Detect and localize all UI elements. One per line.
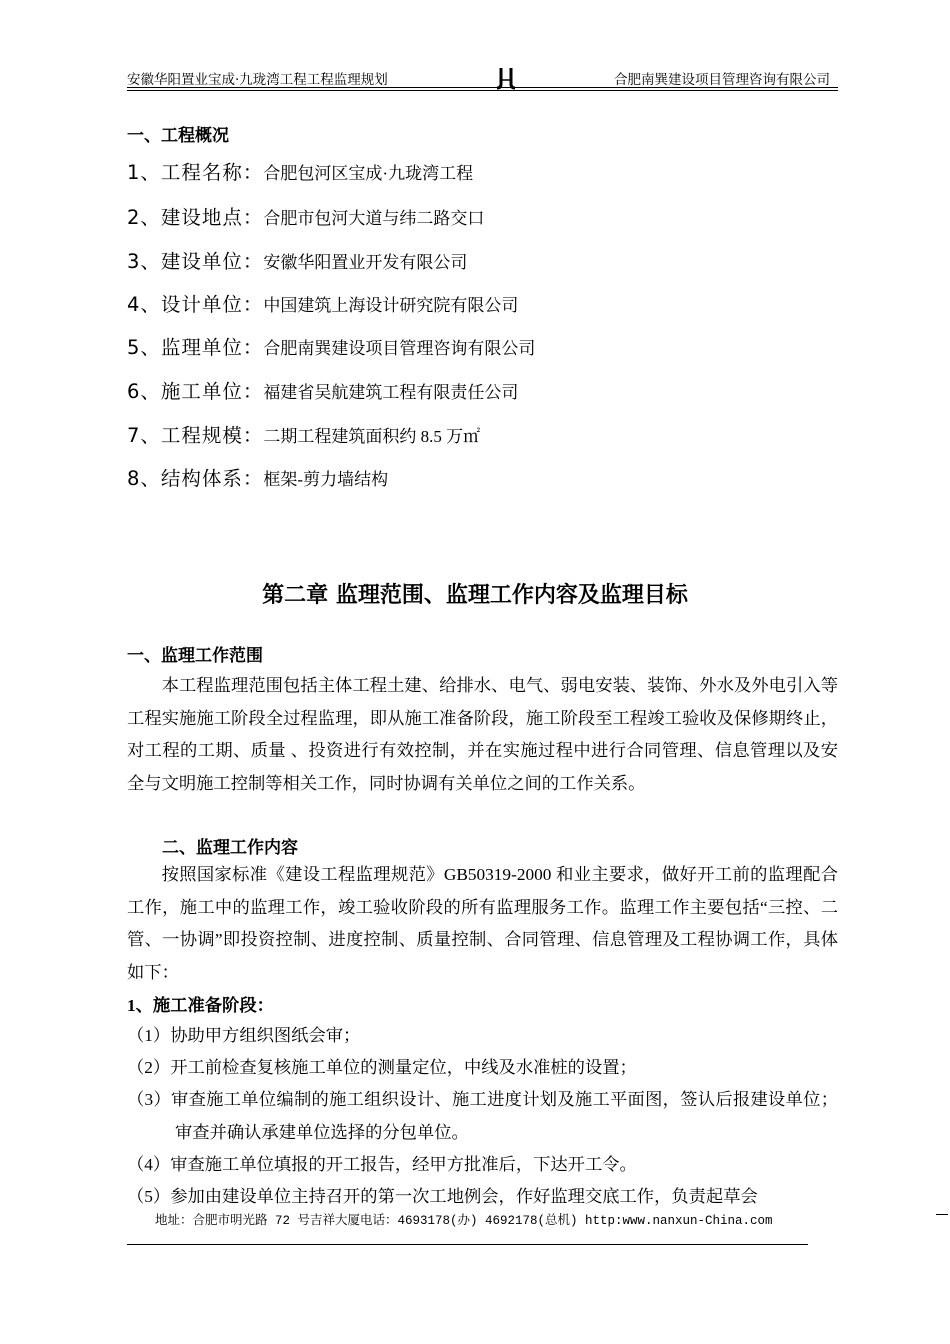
info-row-supervisor — [127, 332, 535, 360]
info-label: 6、施工单位： — [127, 380, 264, 403]
info-label: 4、设计单位： — [127, 293, 264, 316]
header-company-name: 合肥南巽建设项目管理咨询有限公司 — [614, 72, 830, 88]
info-label: 2、建设地点： — [127, 206, 264, 229]
page-edge-mark — [936, 1214, 948, 1215]
footer-address: 地址：合肥市明光路 72 号吉祥大厦电话：4693178(办) 4692178(总机) http:www.nanxun-China.com — [155, 1214, 773, 1228]
info-row-contractor — [127, 376, 518, 404]
info-row-location — [127, 202, 484, 230]
info-value: 合肥包河区宝成·九珑湾工程 — [263, 164, 474, 183]
section-title-overview: 一、工程概况 — [127, 126, 229, 146]
info-label: 1、工程名称： — [127, 161, 264, 184]
info-label: 7、工程规模： — [127, 424, 264, 447]
subsection-title-prep: 1、施工准备阶段： — [127, 996, 274, 1015]
list-item: （3）审查施工单位编制的施工组织设计、施工进度计划及施工平面图，签认后报建设单位；审查并确认承建单位选择的分包单位。 — [127, 1090, 838, 1142]
info-value: 合肥市包河大道与纬二路交口 — [263, 209, 485, 228]
section-title-scope: 一、监理工作范围 — [127, 646, 263, 666]
header-divider-thin — [127, 90, 838, 91]
list-item: （5）参加由建设单位主持召开的第一次工地例会，作好监理交底工作，负责起草会 — [127, 1187, 758, 1206]
content-paragraph: 按照国家标准《建设工程监理规范》GB50319-2000 和业主要求，做好开工前的监理配合工作，施工中的监理工作，竣工验收阶段的所有监理服务工作。监理工作主要包括“三控、二管、一协调”即投资控制、进度控制、质量控制、合同管理、信息管理及工程协调工作，具体如下： — [127, 865, 838, 982]
info-label: 5、监理单位： — [127, 336, 264, 359]
info-value: 福建省吴航建筑工程有限责任公司 — [263, 383, 519, 402]
list-item: （4）审查施工单位填报的开工报告，经甲方批准后，下达开工令。 — [127, 1155, 637, 1174]
header-document-title: 安徽华阳置业宝成·九珑湾工程工程监理规划 — [127, 72, 388, 88]
chapter-title: 第二章 监理范围、监理工作内容及监理目标 — [262, 583, 688, 608]
scope-paragraph: 本工程监理范围包括主体工程土建、给排水、电气、弱电安装、装饰、外水及外电引入等工程实施施工阶段全过程监理，即从施工准备阶段，施工阶段至工程竣工验收及保修期终止，对工程的工期、质量 、投资进行有效控制，并在实施过程中进行合同管理、信息管理以及安全与文明施工控制等相关工作，同时协调有关单位之间的工作关系。 — [127, 676, 838, 793]
list-item: （1）协助甲方组织图纸会审； — [127, 1026, 361, 1045]
list-item: （2）开工前检查复核施工单位的测量定位，中线及水准桩的设置； — [127, 1058, 637, 1077]
info-row-scale — [127, 420, 480, 448]
info-row-owner — [127, 246, 467, 274]
info-row-structure — [127, 463, 388, 491]
footer-divider — [127, 1244, 808, 1245]
header-divider — [127, 87, 838, 88]
info-value: 中国建筑上海设计研究院有限公司 — [263, 296, 519, 315]
info-label: 3、建设单位： — [127, 250, 264, 273]
info-label: 8、结构体系： — [127, 467, 264, 490]
info-row-project-name — [127, 157, 473, 185]
section-title-content: 二、监理工作内容 — [162, 838, 298, 858]
info-value: 框架-剪力墙结构 — [263, 470, 389, 489]
info-row-designer — [127, 289, 518, 317]
info-value: 安徽华阳置业开发有限公司 — [263, 253, 468, 272]
info-value: 二期工程建筑面积约 8.5 万㎡ — [263, 427, 481, 446]
info-value: 合肥南巽建设项目管理咨询有限公司 — [263, 339, 536, 358]
